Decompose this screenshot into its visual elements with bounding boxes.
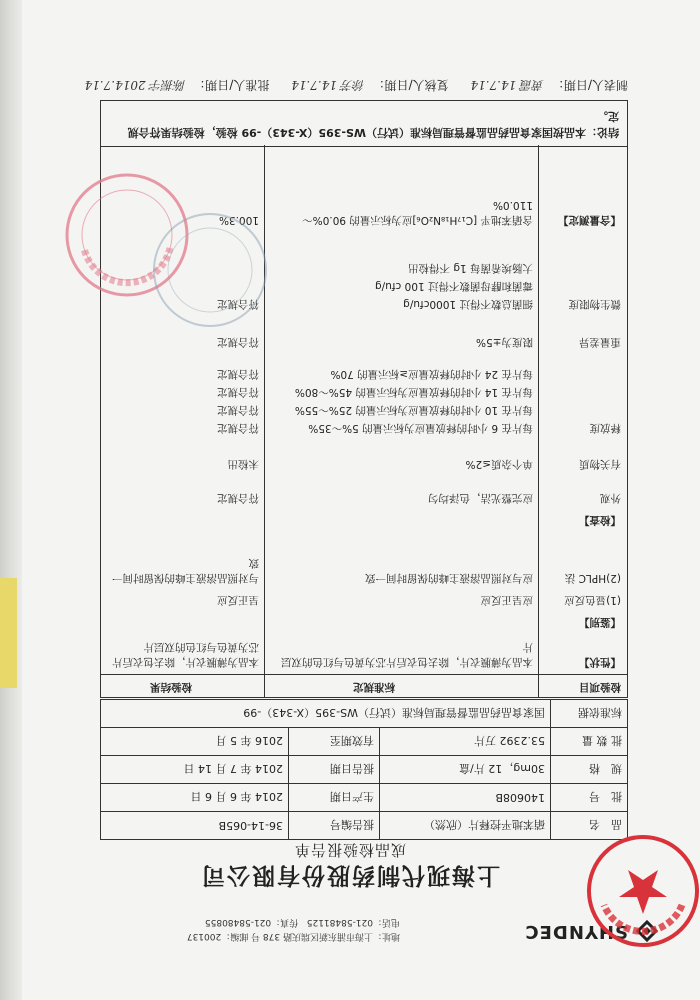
result-text: 呈正反应	[217, 594, 259, 606]
column-header: 标准规定	[353, 681, 395, 693]
result-text: 本品为薄膜衣片，除去包衣后片芯为黄色与红色的双层片	[112, 641, 259, 668]
approver-label: 批准人/日期：	[193, 78, 270, 92]
section-heading: 【性状】	[579, 656, 621, 668]
divider	[538, 145, 539, 697]
reviewer-signature: 徐芳 14.7.14	[291, 78, 365, 92]
test-name: 外观	[600, 492, 621, 504]
test-name: 重量差异	[579, 336, 621, 348]
conclusion-box: 结论：本品按国家食品药品监督管理局标准（试行）WS-395（X-343）-99 检验，检验结果符合规定。	[100, 100, 628, 146]
field-value: 36-14-065B	[101, 812, 289, 840]
info-table	[100, 699, 628, 840]
field-value: 30mg，12 片/盒	[380, 756, 551, 784]
field-label: 生产日期	[289, 784, 380, 812]
result-text: 未检出	[227, 458, 259, 470]
preparer-signature: 黄霞 14.7.14	[470, 78, 545, 92]
field-label: 批 数 量	[551, 728, 628, 756]
result-text: 符合规定	[217, 404, 259, 416]
company-logo-text: SHYNDEC	[524, 921, 628, 942]
signature-row	[68, 77, 628, 94]
standard-text: 每片在 10 小时的释放量应为标示量的 25%～55%	[294, 404, 533, 416]
field-value: 国家食品药品监督管理局标准（试行）WS-395（X-343）-99	[101, 700, 551, 728]
result-text: 符合规定	[217, 298, 259, 310]
results-header	[101, 674, 627, 697]
reviewer-label: 复核人/日期：	[372, 78, 449, 92]
field-label: 规 格	[551, 756, 628, 784]
phone-fax-line: 电话：021-58481125 传真：021-58480855	[204, 917, 400, 927]
field-value: 2014 年 6 月 6 日	[101, 784, 289, 812]
field-label: 报告日期	[289, 756, 380, 784]
result-text: 与对照品溶液主峰的保留时间一致	[112, 557, 259, 584]
section-heading: 【含量测定】	[558, 214, 621, 226]
table-row	[101, 784, 628, 812]
standard-text: 单个杂质≤2%	[465, 458, 533, 470]
standard-text: 每片在 24 小时的释放量应≥标示量的 70%	[330, 368, 533, 380]
result-text: 符合规定	[217, 492, 259, 504]
test-name: 释放度	[589, 422, 621, 434]
test-name: (1)显色反应	[564, 594, 621, 606]
field-value: 2014 年 7 月 14 日	[101, 756, 289, 784]
column-header: 检验结果	[150, 681, 192, 693]
standard-text: 本品为薄膜衣片，除去包衣后片芯为黄色与红色的双层片	[281, 641, 533, 668]
standard-text: 限度为±5%	[476, 336, 533, 348]
test-name: 有关物质	[579, 458, 621, 470]
field-label: 有效期至	[289, 728, 380, 756]
test-name: (2)HPLC 法	[564, 572, 621, 584]
column-header: 检验项目	[579, 681, 621, 693]
faded-blue-stamp	[150, 210, 270, 330]
divider	[264, 145, 265, 697]
company-title: 上海现代制药股份有限公司	[200, 862, 500, 889]
section-heading: 【鉴别】	[579, 616, 621, 628]
result-text: 符合规定	[217, 336, 259, 348]
standard-text: 大肠埃希菌每 1g 不得检出	[407, 262, 533, 274]
standard-text: 应完整光洁，色泽均匀	[428, 492, 533, 504]
result-text: 符合规定	[217, 386, 259, 398]
standard-text: 细菌总数不得过 1000cfu/g	[403, 298, 533, 310]
result-text: 符合规定	[217, 368, 259, 380]
result-text: 符合规定	[217, 422, 259, 434]
field-label: 标准依据	[551, 700, 628, 728]
standard-text: 霉菌和酵母菌数不得过 100 cfu/g	[374, 280, 533, 292]
section-heading: 【检查】	[579, 514, 621, 526]
field-value: 硝苯地平控释片（欣然）	[380, 812, 551, 840]
table-row	[101, 700, 628, 728]
standard-text: 应与对照品溶液主峰的保留时间一致	[365, 572, 533, 584]
red-quality-stamp	[584, 832, 700, 950]
report-title: 成品检验报告单	[294, 841, 407, 859]
field-label: 品 名	[551, 812, 628, 840]
standard-text: 含硝苯地平 [C₁₇H₁₈N₂O₆]应为标示量的 90.0%～110.0%	[302, 199, 533, 226]
standard-text: 每片在 14 小时的释放量应为标示量的 45%～80%	[294, 386, 533, 398]
test-name: 微生物限度	[568, 298, 621, 310]
field-label: 批 号	[551, 784, 628, 812]
result-text: 100.3%	[218, 214, 259, 226]
table-row	[101, 756, 628, 784]
standard-text: 应呈正反应	[480, 594, 533, 606]
table-row	[101, 728, 628, 756]
standard-text: 每片在 6 小时的释放量应为标示量的 5%～35%	[308, 422, 533, 434]
approver-signature: 陈振宇 2014.7.14	[84, 78, 186, 92]
field-value: 2016 年 5 月	[101, 728, 289, 756]
address-line: 地址：上海市浦东新区瑞庆路 378 号 邮编：200137	[186, 931, 400, 941]
field-label: 报告编号	[289, 812, 380, 840]
field-value: 53.2392 万片	[380, 728, 551, 756]
table-row	[101, 812, 628, 840]
preparer-label: 制表人/日期：	[551, 78, 628, 92]
field-value: 140608B	[380, 784, 551, 812]
